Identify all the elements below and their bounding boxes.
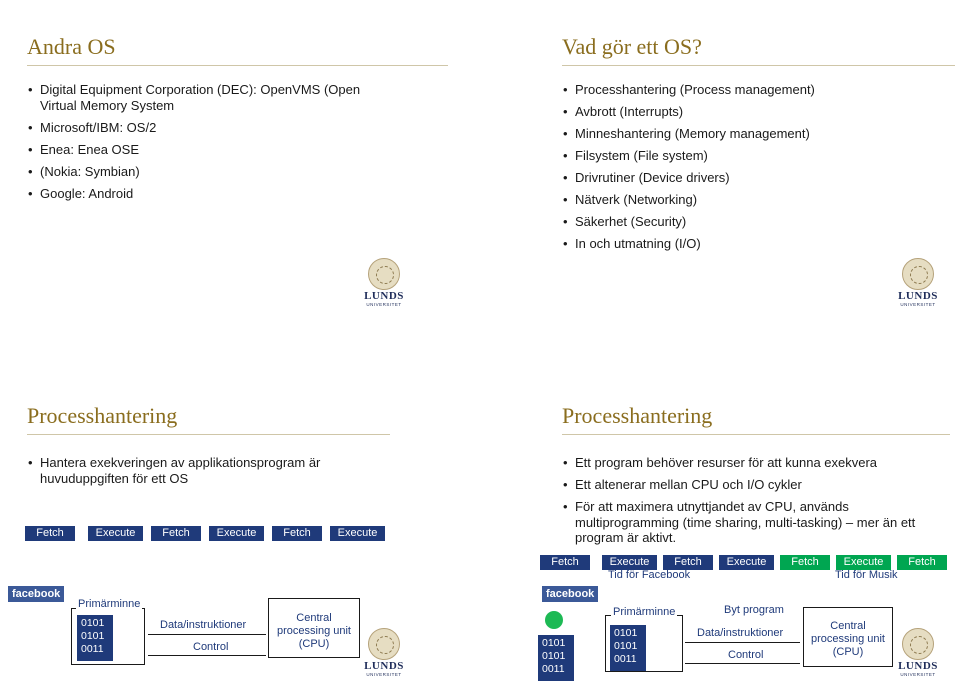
bullet-list (563, 455, 950, 552)
facebook-logo: facebook (542, 586, 598, 602)
memory-binary-code: 0101 0101 0011 (610, 625, 646, 671)
cycle-execute: Execute (719, 555, 774, 570)
bullet-continuation: Virtual Memory System (40, 97, 175, 113)
fetch-execute-cycle (540, 555, 947, 570)
data-instructions-label: Data/instruktioner (697, 627, 784, 639)
fetch-execute-cycle (25, 526, 385, 541)
cycle-fetch: Fetch (540, 555, 590, 570)
cycle-fetch: Fetch (272, 526, 322, 541)
bullet-item: • Processhantering (Process management) (563, 82, 815, 97)
bullet-list (28, 82, 450, 208)
cycle-fetch: Fetch (897, 555, 947, 570)
control-label: Control (193, 641, 229, 653)
slide-title: Vad gör ett OS? (562, 34, 702, 59)
title-divider (27, 434, 390, 435)
bullet-item: • Hantera exekveringen av applikationsprogram är (28, 455, 321, 470)
slide-title: Processhantering (562, 403, 713, 428)
lund-university-logo: LUNDS UNIVERSITET (364, 258, 404, 308)
cpu-label: Central processing unit (CPU) (811, 620, 885, 658)
cycle-execute: Execute (88, 526, 143, 541)
cycle-execute: Execute (602, 555, 657, 570)
bullet-item: • Ett altenerar mellan CPU och I/O cykler (563, 477, 802, 492)
cycle-fetch: Fetch (663, 555, 713, 570)
time-for-facebook-label: Tid för Facebook (608, 569, 691, 581)
control-label: Control (728, 649, 764, 661)
cycle-execute: Execute (330, 526, 385, 541)
bullet-item: • Minneshantering (Memory management) (563, 126, 810, 141)
bullet-item: • (Nokia: Symbian) (28, 163, 140, 179)
switch-program-label: Byt program (724, 604, 784, 616)
facebook-logo: facebook (8, 586, 64, 602)
university-seal-icon (902, 628, 934, 660)
cycle-fetch: Fetch (780, 555, 830, 570)
lund-university-logo: LUNDS UNIVERSITET (898, 628, 938, 678)
title-divider (562, 434, 950, 435)
control-bus-arrow (685, 663, 800, 664)
slide-andra-os (0, 0, 480, 345)
primary-memory-label: Primärminne (78, 598, 141, 610)
slide-vad-gor-ett-os (535, 0, 960, 345)
lund-university-logo: LUNDS UNIVERSITET (364, 628, 404, 678)
primary-memory-label: Primärminne (613, 606, 676, 618)
bullet-item: • Google: Android (28, 185, 134, 201)
bullet-list (563, 82, 960, 258)
bullet-item: • För att maximera utnyttjandet av CPU, används multiprogramming (time sharing, multi-tasking) – mer än ett program är aktivt. (563, 499, 916, 545)
bullet-item: • Avbrott (Interrupts) (563, 104, 684, 119)
bullet-item: • Säkerhet (Security) (563, 214, 687, 229)
slide-processhantering-2 (535, 345, 960, 690)
cycle-fetch: Fetch (25, 526, 75, 541)
bullet-item: • Filsystem (File system) (563, 148, 708, 163)
data-bus-arrow (148, 634, 266, 635)
bullet-continuation: huvuduppgiften för ett OS (40, 470, 189, 486)
university-seal-icon (368, 258, 400, 290)
title-divider (27, 65, 448, 66)
bullet-item: • Digital Equipment Corporation (DEC): OpenVMS (Open (28, 82, 361, 97)
data-bus-arrow (685, 642, 800, 643)
bullet-item: • Drivrutiner (Device drivers) (563, 170, 730, 185)
slide-title: Processhantering (27, 403, 178, 428)
bullet-list (28, 455, 450, 493)
spotify-binary-code: 0101 0101 0011 (538, 635, 574, 681)
memory-binary-code: 0101 0101 0011 (77, 615, 113, 661)
title-divider (562, 65, 955, 66)
spotify-icon (545, 611, 563, 629)
cycle-fetch: Fetch (151, 526, 201, 541)
slide-title: Andra OS (27, 34, 116, 59)
bullet-item: • In och utmatning (I/O) (563, 236, 701, 251)
slide-processhantering-1 (0, 345, 480, 690)
control-bus-arrow (148, 655, 266, 656)
time-for-music-label: Tid för Musik (835, 569, 898, 581)
bullet-item: • Ett program behöver resurser för att kunna exekvera (563, 455, 878, 470)
lund-university-logo: LUNDS UNIVERSITET (898, 258, 938, 308)
bullet-item: • Enea: Enea OSE (28, 141, 140, 157)
data-instructions-label: Data/instruktioner (160, 619, 247, 631)
cpu-label: Central processing unit (CPU) (277, 612, 351, 650)
cycle-execute: Execute (209, 526, 264, 541)
bullet-item: • Nätverk (Networking) (563, 192, 698, 207)
cycle-execute: Execute (836, 555, 891, 570)
university-seal-icon (902, 258, 934, 290)
university-seal-icon (368, 628, 400, 660)
bullet-item: • Microsoft/IBM: OS/2 (28, 119, 157, 135)
